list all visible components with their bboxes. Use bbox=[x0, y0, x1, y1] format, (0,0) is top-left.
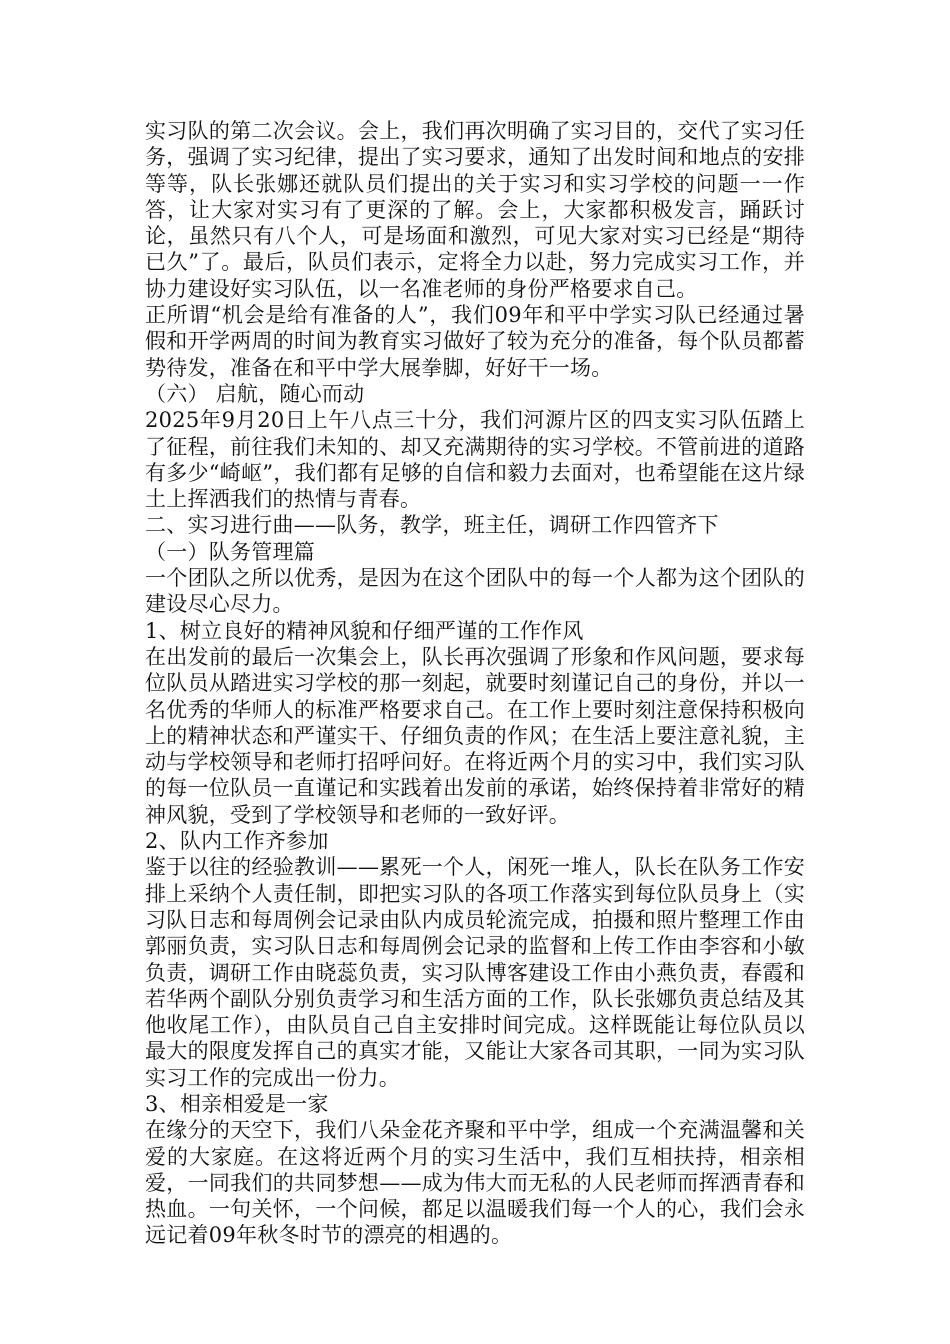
paragraph-responsibility: 鉴于以往的经验教训——累死一个人，闲死一堆人，队长在队务工作安排上采纳个人责任制，即把实习队的各项工作落实到每位队员身上（实习队日志和每周例会记录由队内成员轮流完成，拍摄和照片整理工作由郭丽负责，实习队日志和每周例会记录的监督和上传工作由李容和小敏负责，调研工作由晓蕊负责，实习队博客建设工作由小燕负责，春霞和若华两个副队分别负责学习和生活方面的工作，队长张娜负责总结及其他收尾工作），由队员自己自主安排时间完成。这样既能让每位队员以最大的限度发挥自己的真实才能，又能让大家各司其职，一同为实习队实习工作的完成出一份力。 bbox=[145, 855, 805, 1090]
subsection-heading-team-management: （一）队务管理篇 bbox=[145, 539, 315, 564]
paragraph-family: 在缘分的天空下，我们八朵金花齐聚和平中学，组成一个充满温馨和关爱的大家庭。在这将近两个月的实习生活中，我们互相扶持，相亲相爱，一同我们的共同梦想——成为伟大而无私的人民老师而挥洒青春和热血。一句关怀，一个问候，都足以温暖我们每一个人的心，我们会永远记着09年秋冬时节的漂亮的相遇的。 bbox=[145, 1118, 805, 1248]
paragraph-preparation: 正所谓“机会是给有准备的人”，我们09年和平中学实习队已经通过暑假和开学两周的时间为教育实习做好了较为充分的准备，每个队员都蓄势待发，准备在和平中学大展拳脚，好好干一场。 bbox=[145, 303, 805, 380]
item-heading-1: 1、树立良好的精神风貌和仔细严谨的工作作风 bbox=[145, 618, 584, 643]
document-body bbox=[145, 118, 805, 1249]
paragraph-team-excellence: 一个团队之所以优秀，是因为在这个团队中的每一个人都为这个团队的建设尽心尽力。 bbox=[145, 566, 805, 617]
item-heading-2: 2、队内工作齐参加 bbox=[145, 829, 329, 854]
section-heading-six: （六） 启航，随心而动 bbox=[145, 381, 365, 406]
section-heading-two: 二、实习进行曲——队务，教学，班主任，调研工作四管齐下 bbox=[145, 513, 719, 538]
item-heading-3: 3、相亲相爱是一家 bbox=[145, 1091, 329, 1116]
paragraph-style: 在出发前的最后一次集会上，队长再次强调了形象和作风问题，要求每位队员从踏进实习学校的那一刻起，就要时刻谨记自己的身份，并以一名优秀的华师人的标准严格要求自己。在工作上要时刻注意保持积极向上的精神状态和严谨实干、仔细负责的作风；在生活上要注意礼貌，主动与学校领导和老师打招呼问好。在将近两个月的实习中，我们实习队的每一位队员一直谨记和实践着出发前的承诺，始终保持着非常好的精神风貌，受到了学校领导和老师的一致好评。 bbox=[145, 644, 805, 827]
paragraph-departure: 2025年9月20日上午八点三十分，我们河源片区的四支实习队伍踏上了征程，前往我们未知的、却又充满期待的实习学校。不管前进的道路有多少“崎岖”，我们都有足够的自信和毅力去面对，也希望能在这片绿土上挥洒我们的热情与青春。 bbox=[145, 408, 805, 512]
paragraph-meeting: 实习队的第二次会议。会上，我们再次明确了实习目的，交代了实习任务，强调了实习纪律，提出了实习要求，通知了出发时间和地点的安排等等，队长张娜还就队员们提出的关于实习和实习学校的问题一一作答，让大家对实习有了更深的了解。会上，大家都积极发言，踊跃讨论，虽然只有八个人，可是场面和激烈，可见大家对实习已经是“期待已久”了。最后，队员们表示，定将全力以赴，努力完成实习工作，并协力建设好实习队伍，以一名准老师的身份严格要求自己。 bbox=[145, 119, 805, 301]
